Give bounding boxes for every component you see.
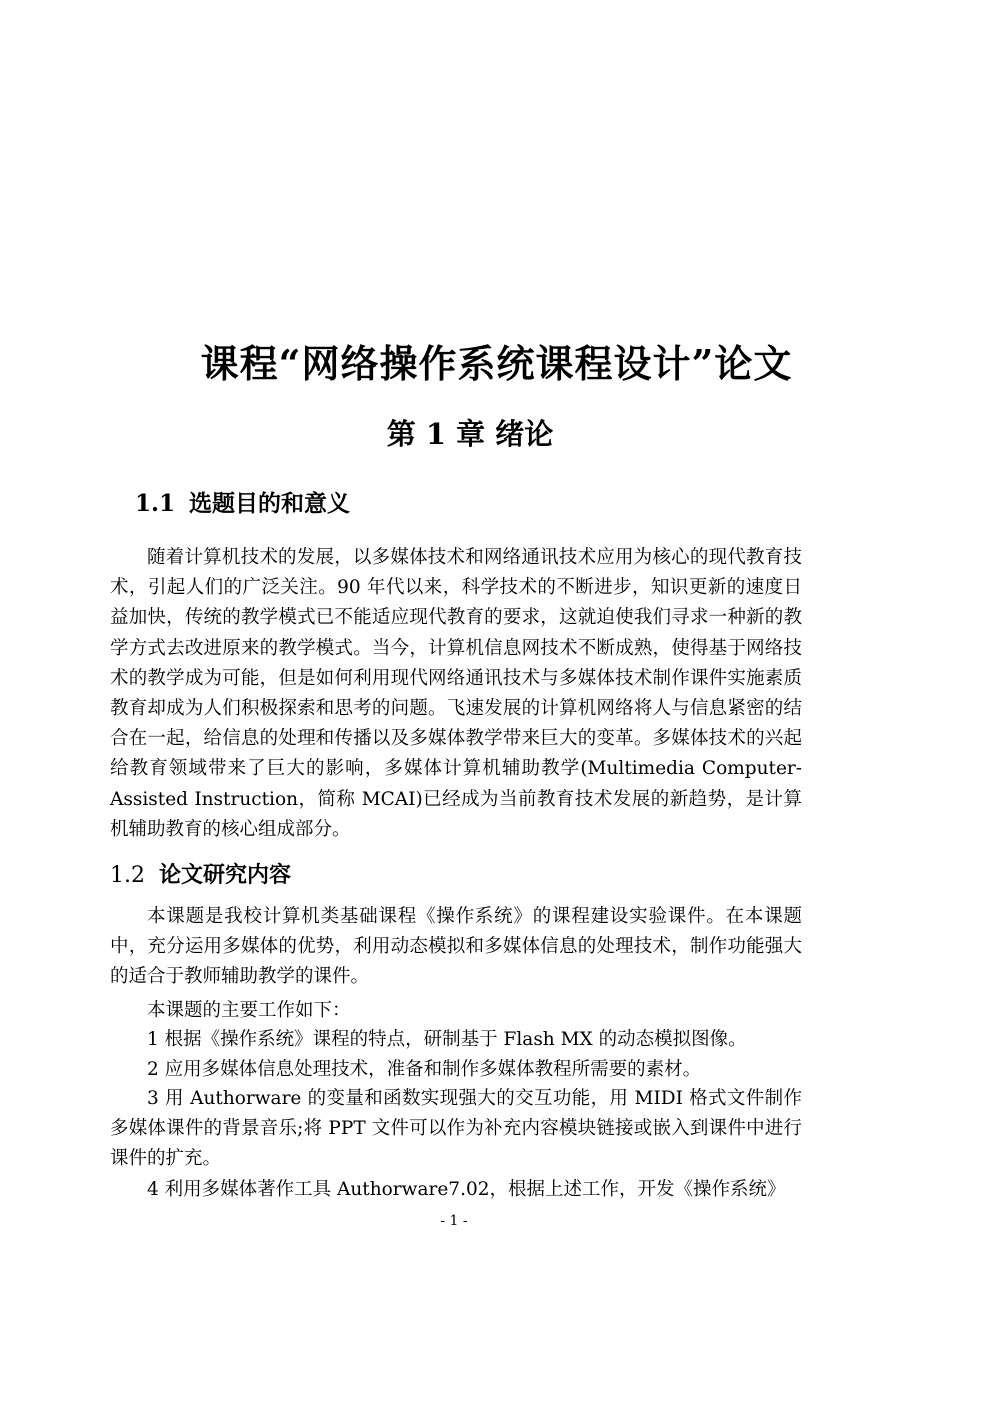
work-list-item: 2 应用多媒体信息处理技术，准备和制作多媒体教程所需要的素材。 (147, 1059, 702, 1080)
section-title: 论文研究内容 (159, 862, 292, 888)
section-title: 选题目的和意义 (189, 490, 351, 517)
section-heading-1-1 (135, 484, 350, 524)
work-list-item: 1 根据《操作系统》课程的特点，研制基于 Flash MX 的动态模拟图像。 (147, 1029, 747, 1050)
work-list-intro: 本课题的主要工作如下： (147, 1000, 351, 1021)
section-number: 1.1 (135, 490, 176, 517)
section-number: 1.2 (110, 863, 145, 888)
work-list-item: 4 利用多媒体著作工具 Authorware7.02，根据上述工作，开发《操作系统》 (147, 1179, 786, 1200)
chapter-title: 第 1 章 绪论 (386, 417, 554, 451)
page-number: - 1 - (440, 1213, 468, 1229)
body-paragraph: 本课题是我校计算机类基础课程《操作系统》的课程建设实验课件。在本课题中，充分运用多媒体的优势，利用动态模拟和多媒体信息的处理技术，制作功能强大的适合于教师辅助教学的课件。 (110, 906, 802, 988)
body-paragraph: 随着计算机技术的发展，以多媒体技术和网络通讯技术应用为核心的现代教育技术，引起人们的广泛关注。90 年代以来，科学技术的不断进步，知识更新的速度日益加快，传统的教学模式已不能适应现代教育的要求，这就迫使我们寻求一种新的教学方式去改进原来的教学模式。当今，计算机信息网技术不断成熟，使得基于网络技术的教学成为可能，但是如何利用现代网络通讯技术与多媒体技术制作课件实施素质教育却成为人们积极探索和思考的问题。飞速发展的计算机网络将人与信息紧密的结合在一起，给信息的处理和传播以及多媒体教学带来巨大的变革。多媒体技术的兴起给教育领域带来了巨大的影响，多媒体计算机辅助教学(Multimedia Computer-Assisted Instruction，简称 MCAI)已经成为当前教育技术发展的新趋势，是计算机辅助教育的核心组成部分。 (110, 547, 802, 840)
section-heading-1-2 (110, 855, 291, 896)
document-title: 课程“网络操作系统课程设计”论文 (200, 341, 793, 386)
work-list-item: 3 用 Authorware 的变量和函数实现强大的交互功能，用 MIDI 格式文件制作多媒体课件的背景音乐;将 PPT 文件可以作为补充内容模块链接或嵌入到课件中进行课件的扩充。 (110, 1088, 802, 1169)
